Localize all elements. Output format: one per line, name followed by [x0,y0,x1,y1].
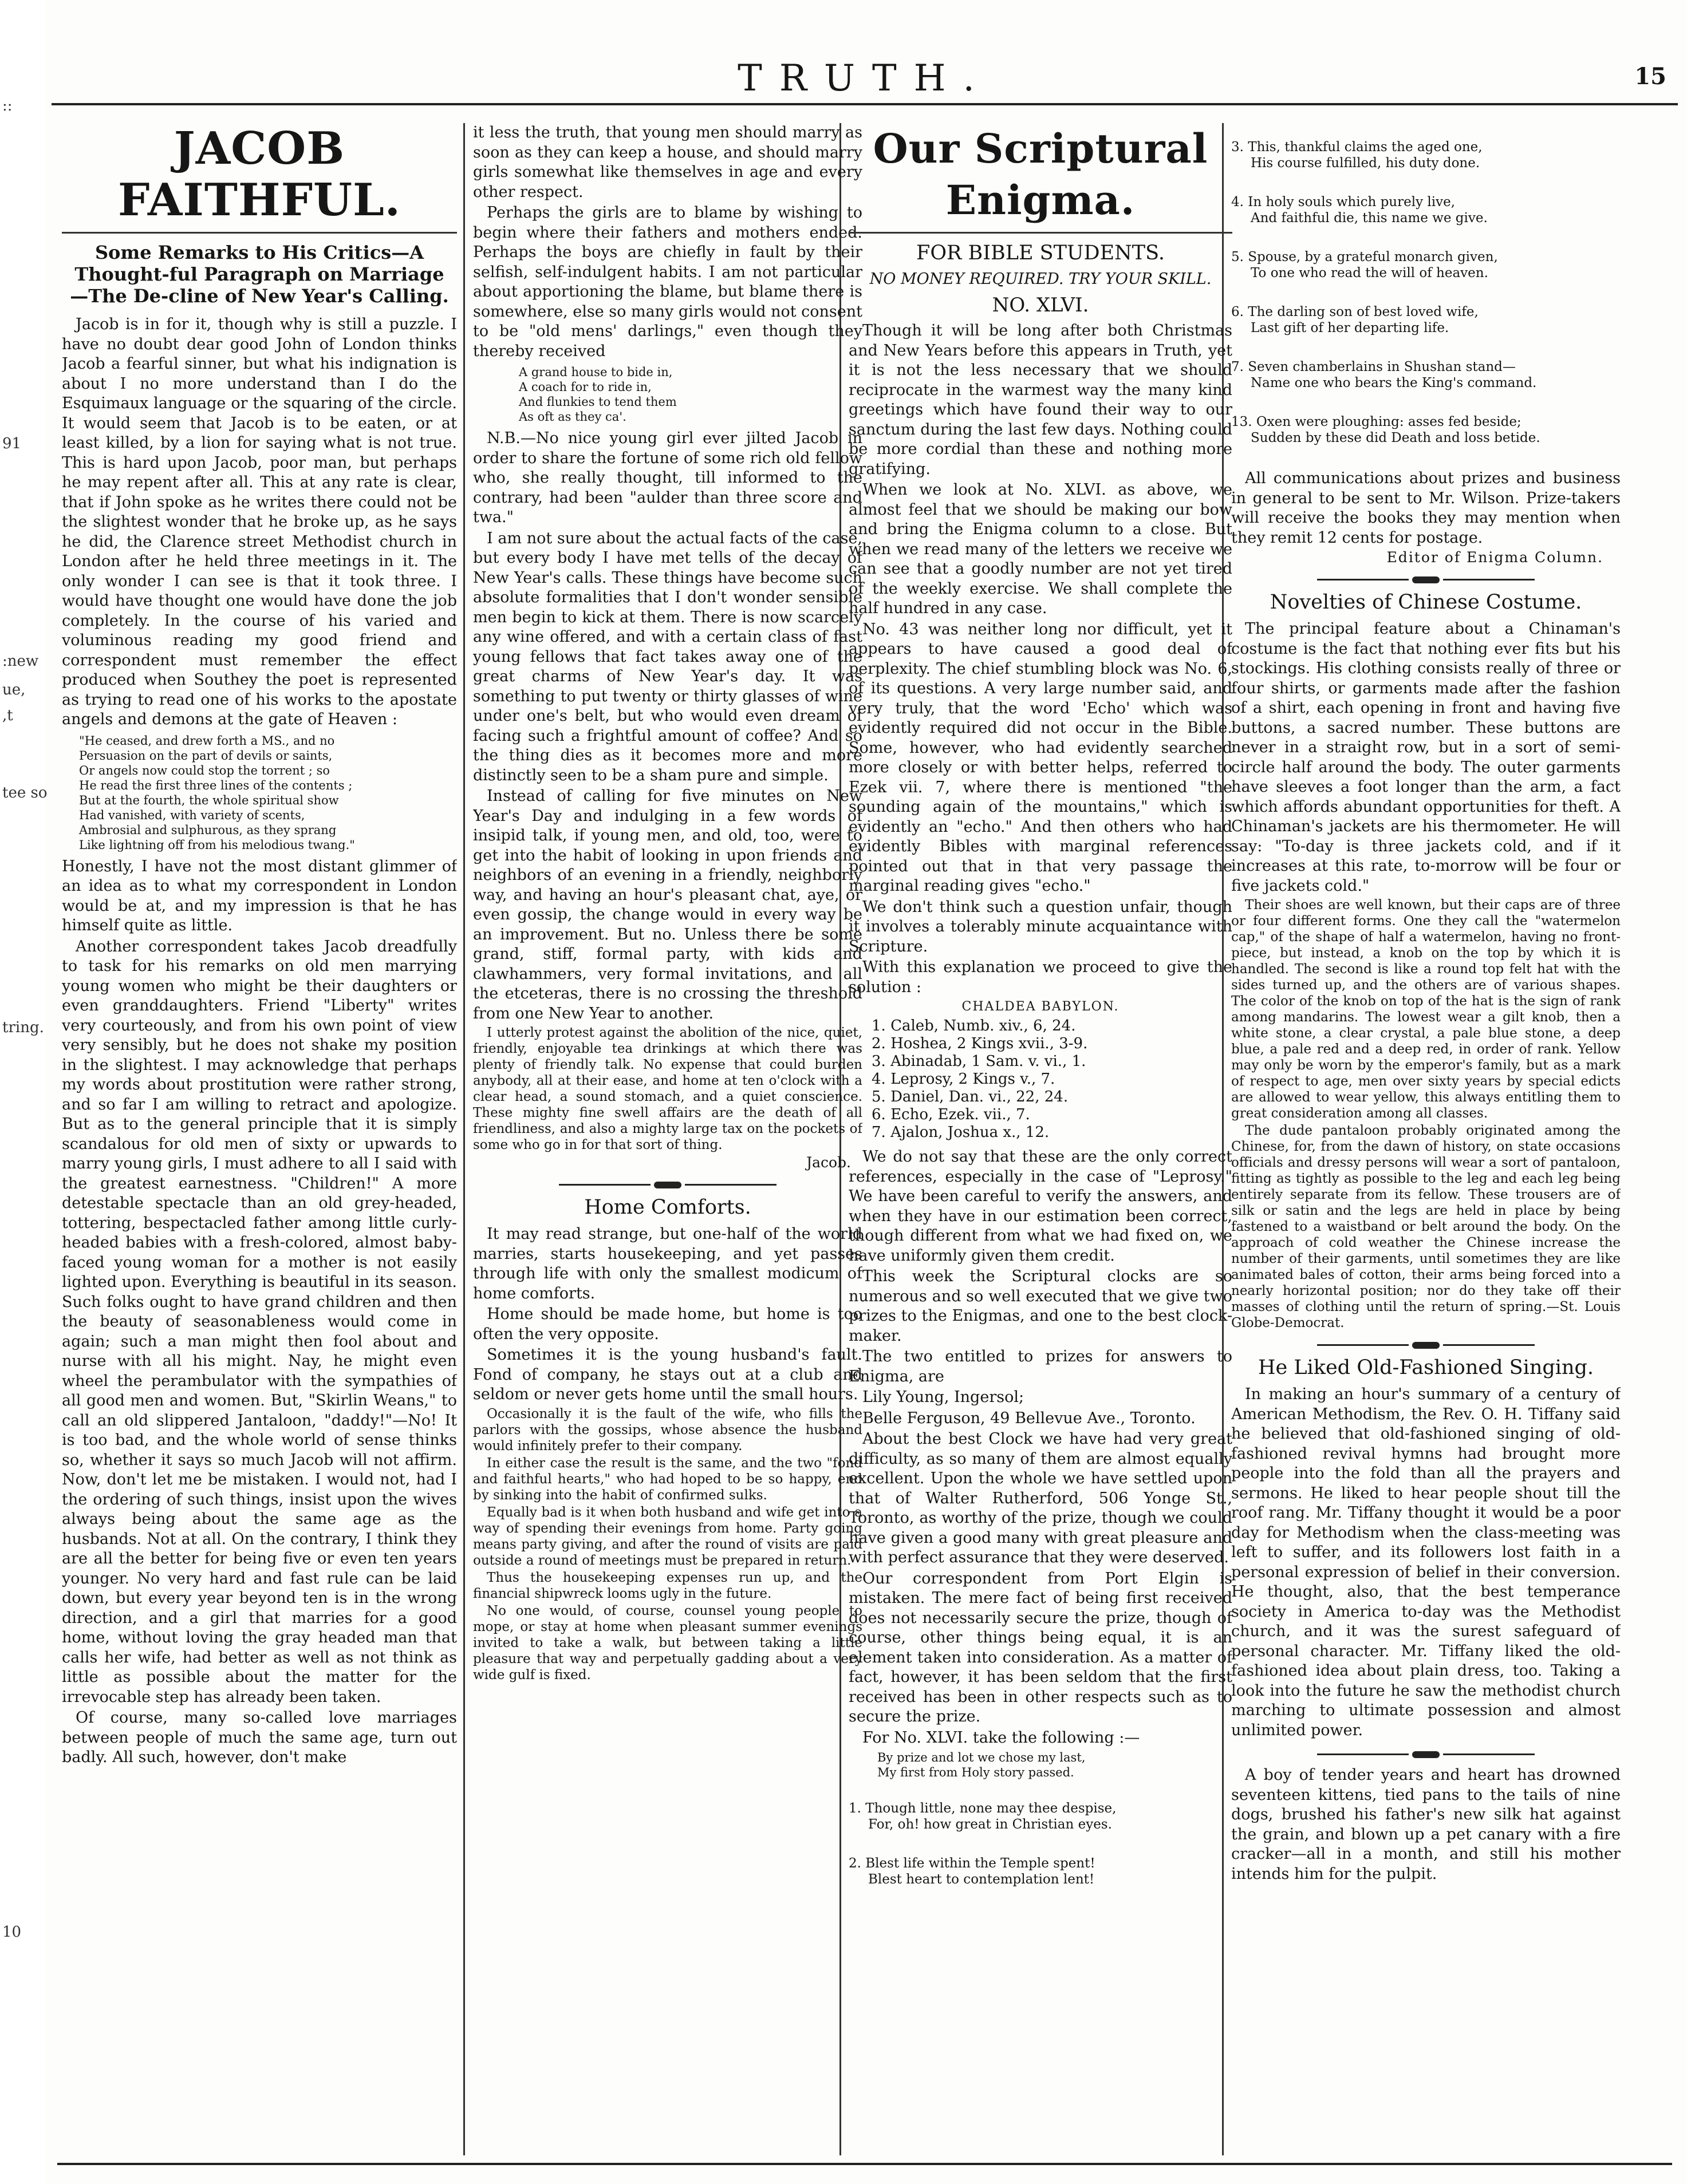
paragraph: We do not say that these are the only correct references, especially in the case of "Leprosy." We have been careful to verify the answers, and when they have in our estimation been correct, though different from what we had fixed on, we have uniformly given them credit. [849,1148,1232,1265]
enigma-clue: 2. Blest life within the Temple spent! Blest heart to contemplation lent! [849,1856,1095,1887]
margin-fragment: ue, [2,681,26,698]
enigma-clues [849,1784,1232,1910]
tagline: NO MONEY REQUIRED. TRY YOUR SKILL. [869,270,1212,288]
section-subheading: FOR BIBLE STUDENTS. [916,242,1165,264]
paragraph: Occasionally it is the fault of the wife, who fills the parlors with the gossips, whose absence the husband would infinitely prefer to their company. [473,1406,862,1454]
solution-list [849,1017,1232,1142]
paragraph: N.B.—No nice young girl ever jilted Jacob in order to share the fortune of some rich old fellow who, she really thought, till informed to the contrary, had been "aulder than three score and twa." [473,429,862,526]
section-divider [1231,574,1621,585]
paragraph: About the best Clock we have had very great difficulty, as so many of them are almost equally excellent. Upon the whole we have settled upon that of Walter Rutherford, 506 Yonge St., Toronto, as worthy of the prize, though we could have given a good many with great pleasure and with perfect assurance that they were deserved. [849,1430,1232,1566]
paragraph: The two entitled to prizes for answers to Enigma, are [849,1348,1232,1385]
section-divider [473,1179,862,1190]
column-scriptural-enigma [849,123,1232,2153]
paragraph: Instead of calling for five minutes on New Year's Day and indulging in a few words of insipid talk, if young men, and old, too, were to get into the habit of looking in upon friends and neighbors of an evening in a friendly, neighborly way, and having an hour's pleasant chat, aye, or even gossip, the change would in every way be an improvement. But no. Unless there be some grand, stiff, formal party, with kids and clawhammers, very formal invitations, and all the etceteras, there is no crossing the threshold from one New Year to another. [473,787,862,1022]
article-deck: Some Remarks to His Critics—A Thought-ful Paragraph on Marriage—The De-cline of New Year's Calling. [70,242,449,307]
quoted-verse: A grand house to bide in, A coach for to ride in, And flunkies to tend them As oft as they ca'. [519,365,677,424]
paragraph: With this explanation we proceed to give the solution : [849,958,1232,996]
enigma-clue: 13. Oxen were ploughing: asses fed beside; Sudden by these did Death and loss betide. [1231,414,1540,445]
bottom-rule [57,2163,1672,2165]
solution-heading: CHALDEA BABYLON. [961,1000,1120,1014]
paragraph: The principal feature about a Chinaman's costume is the fact that nothing ever fits but his stockings. His clothing consists really of three or four shirts, or garments made after the fashion of a shirt, each opening in front and having five buttons, a sacred number. These buttons are never in a straight row, but in a sort of semi-circle half around the body. The outer garments have sleeves a foot longer than the arm, a fact which affords abundant opportunities for theft. A Chinaman's jackets are his thermometer. He will say: "To-day is three jackets cold, and if it increases at this rate, to-morrow will be four or five jackets cold." [1231,620,1621,895]
solution-item: 5. Daniel, Dan. vi., 22, 24. [872,1088,1069,1105]
paragraph: Another correspondent takes Jacob dreadfully to task for his remarks on old men marrying young women who might be their daughters or even granddaughters. Friend "Liberty" writes very courteously, and from his own point of view very sensibly, but he does not shake my position in the slightest. I may acknowledge that perhaps my words about prostitution were rather strong, and so far I am willing to retract and apologize. But as to the general principle that it is simply scandalous for old men of sixty or upwards to marry young girls, I must adhere to all I said with the greatest earnestness. "Children!" A more detestable spectacle than an old grey-headed, tottering, bespectacled father among little curly-headed babies with a fresh-colored, almost baby-faced young woman for a mother is not easily lighted upon. Everything is beautiful in its season. Such folks ought to have grand children and then the beauty of seasonableness would come in again; such a man might then fool about and nurse with all his might. Nay, he might even wheel the perambulator with the sympathies of all good men and women. But, "Skirlin Weans," to call an old slippered Jantaloon, "daddy!"—No! It is too bad, and the whole world of sense thinks so, whether it says so much Jacob will not affirm. Now, don't let me be mistaken. I would not, had I the ordering of such things, insist upon the wives always being about the same age as the husbands. Not at all. On the contrary, I think they are all the better for being five or even ten years younger. No very hard and fast rule can be laid down, but every year beyond ten is in the wrong direction, and a girl that marries for a good home, without loving the gray headed man that calls her wife, had better as well as not think as little as possible about the matter for the irrevocable step has already been taken. [62,937,457,1706]
paragraph: Perhaps the girls are to blame by wishing to begin where their fathers and mothers ended. Perhaps the boys are chiefly in fault by their selfish, self-indulgent habits. I am not particular about apportioning the blame, but blame there is somewhere, else so many girls would not consent to be "old mens' darlings," even though they thereby received [473,204,862,360]
paragraph: Home should be made home, but home is too often the very opposite. [473,1305,862,1343]
paragraph: Our correspondent from Port Elgin is mistaken. The mere fact of being first received does not necessarily secure the prize, though of course, other things being equal, it is an element taken into consideration. As a matter of fact, however, it has been seldom that the first received has been in other respects such as to secure the prize. [849,1569,1232,1725]
paragraph: No one would, of course, counsel young people to mope, or stay at home when pleasant summer evenings invited to take a walk, but between taking a little pleasure that way and perpetually gadding about a very wide gulf is fixed. [473,1603,862,1683]
margin-fragment: tee so [2,784,48,801]
paragraph: All communications about prizes and business in general to be sent to Mr. Wilson. Prize-takers will receive the books they may mention when they remit 12 cents for postage. [1231,469,1621,547]
editor-signature: Editor of Enigma Column. [1386,549,1603,566]
paragraph: This week the Scriptural clocks are so numerous and so well executed that we give two prizes to the Enigmas, and one to the best clock-maker. [849,1267,1232,1345]
enigma-number: NO. XLVI. [992,294,1089,317]
enigma-clue: 5. Spouse, by a grateful monarch given, To one who read the will of heaven. [1231,250,1498,281]
article-headline: JACOB FAITHFUL. [62,123,457,234]
paragraph: it less the truth, that young men should marry as soon as they can keep a house, and should marry girls somewhat like themselves in age and every other respect. [473,124,862,201]
paragraph: For No. XLVI. take the following :— [862,1728,1140,1747]
section-heading: Home Comforts. [584,1196,751,1219]
paragraph: Equally bad is it when both husband and wife get into a way of spending their evenings from home. Party going means party giving, and after the round of visits are paid outside a round of meetings must be prepared in return. [473,1504,862,1568]
paragraph: We don't think such a question unfair, though it involves a tolerably minute acquaintance with Scripture. [849,898,1232,955]
enigma-verse: By prize and lot we chose my last, My first from Holy story passed. [877,1751,1086,1779]
author-signature: Jacob. [806,1154,851,1171]
margin-fragment: tring. [2,1019,44,1036]
column-four [1231,123,1621,2153]
enigma-clue: 7. Seven chamberlains in Shushan stand— Name one who bears the King's command. [1231,360,1537,390]
article-headline: Our Scriptural Enigma. [849,123,1232,234]
paragraph: No. 43 was neither long nor difficult, yet it appears to have caused a good deal of perplexity. The chief stumbling block was No. 6, of its questions. A very large number said, and very truly, that the word 'Echo' which was evidently required did not occur in the Bible. Some, however, who had evidently searched more closely or with better helps, referred to Ezek vii. 7, where there is mentioned "the sounding again of the mountains," which is evidently an "echo." And then others who had evidently Bibles with marginal references pointed out that in that very passage the marginal reading gives "echo." [849,620,1232,895]
page-number: 15 [1634,63,1666,90]
winner-entry: Lily Young, Ingersol; [862,1388,1024,1406]
binding-margin [0,0,46,2184]
solution-item: 1. Caleb, Numb. xiv., 6, 24. [872,1017,1076,1034]
paragraph: The dude pantaloon probably originated among the Chinese, for, from the dawn of history, on state occasions officials and dressy persons will wear a sort of pantaloon, fitting as tightly as possible to the leg and each leg being entirely separate from its fellow. These trousers are of silk or satin and the legs are held in place by being fastened to a waistband or belt around the body. On the approach of cold weather the Chinese increase the number of their garments, until sometimes they are like animated bales of cotton, their arms being forced into a nearly horizontal position; nor do they take off their masses of clothing until the return of spring.—St. Louis Globe-Democrat. [1231,1123,1621,1330]
masthead [52,57,1678,105]
enigma-clue: 3. This, thankful claims the aged one, His course fulfilled, his duty done. [1231,140,1483,171]
column-rule [463,123,465,2155]
paragraph: In either case the result is the same, and the two "fond and faithful hearts," who had hoped to be so happy, end by sinking into the habit of confirmed sulks. [473,1455,862,1503]
paragraph: I am not sure about the actual facts of the case, but every body I have met tells of the decay of New Year's calls. These things have become such absolute formalities that I don't wonder sensible men begin to kick at them. There is now scarcely any wine offered, and with a certain class of fast young fellows that fact takes away one of the great charms of New Year's day. It was something to put twenty or thirty glasses of wine under one's belt, but who would even dream of facing such a frightful amount of coffee? And so the thing dies as it becomes more and more distinctly seen to be a sham pure and simple. [473,529,862,784]
quoted-verse: "He ceased, and drew forth a MS., and no Persuasion on the part of devils or saints, Or angels now could stop the torrent ; so He read the first three lines of the contents ; But at the fourth, the whole spiritual show Had vanished, with variety of scents, Ambrosial and sulphurous, as they sprang Like lightning off from his melodious twang." [79,733,355,852]
margin-fragment: 10 [2,1924,22,1941]
solution-item: 4. Leprosy, 2 Kings v., 7. [872,1071,1055,1088]
section-divider [1231,1339,1621,1350]
margin-fragment: ,t [2,707,13,724]
margin-fragment: :: [2,97,13,114]
solution-item: 2. Hoshea, 2 Kings xvii., 3-9. [872,1035,1088,1052]
margin-fragment: 91 [2,435,22,452]
column-two [473,123,862,2153]
paragraph: Though it will be long after both Christmas and New Years before this appears in Truth, yet it is not the less necessary that we should reciprocate in the warmest way the many kind greetings which have found their way to our sanctum during the last few days. Nothing could be more cordial than these and nothing more gratifying. [849,322,1232,478]
enigma-clue: 6. The darling son of best loved wife, Last gift of her departing life. [1231,305,1479,335]
paragraph: A boy of tender years and heart has drowned seventeen kittens, tied pans to the tails of nine dogs, brushed his father's new silk hat against the grain, and blown up a pet canary with a fire cracker—all in a month, and still his mother intends him for the pulpit. [1231,1766,1621,1883]
winner-entry: Belle Ferguson, 49 Bellevue Ave., Toronto. [862,1409,1196,1427]
paragraph: Their shoes are well known, but their caps are of three or four different forms. One they call the "watermelon cap," of the shape of half a watermelon, having no front-piece, but instead, a knob on the top by which it is handled. The second is like a round top felt hat with the sides turned up, and the others are of various shapes. The color of the knob on top of the hat is the sign of rank among mandarins. The lowest wear a gilt knob, then a white stone, a clear crystal, a pale blue stone, a deep blue, a pale red and a deep red, in order of rank. Yellow may only be worn by the emperor's family, but as a mark of respect to age, men over sixty years by special edicts are allowed to wear yellow, this always entitling them to great consideration among all classes. [1231,898,1621,1121]
section-divider [1231,1748,1621,1760]
newspaper-title: TRUTH. [738,57,992,100]
column-jacob-faithful [62,123,457,2153]
paragraph: Sometimes it is the young husband's fault. Fond of company, he stays out at a club and seldom or never gets home until the small hours. [473,1346,862,1403]
paragraph: Jacob is in for it, though why is still a puzzle. I have no doubt dear good John of London thinks Jacob a fearful sinner, but what his indignation is about I no more understand than I do the Esquimaux language or the squaring of the circle. It would seem that Jacob is to be eaten, or at least killed, by a lion for saying what is not true. This is hard upon Jacob, poor man, but perhaps he may repent after all. This at any rate is clear, that if John spoke as he writes there could not be the slightest wonder that he broke up, as he says he did, the Clarence street Methodist church in London after he held three meetings in it. The only wonder I can see is that it took three. I would have thought one would have done the job completely. In the course of his varied and voluminous reading my good friend and correspondent must remember the effect produced when Southey the poet is represented as trying to read one of his works to the apostate angels and demons at the gate of Heaven : [62,315,457,728]
paragraph: I utterly protest against the abolition of the nice, quiet, friendly, enjoyable tea drinkings at which there was plenty of friendly talk. No expense that could burden anybody, all at their ease, and home at ten o'clock with a clear head, a sound stomach, and a quiet conscience. These mighty fine swell affairs are the death of all friendliness, and also a mighty large tax on the pockets of some who go in for that sort of thing. [473,1025,862,1152]
paragraph: Of course, many so-called love marriages between people of much the same age, turn out badly. All such, however, don't make [62,1709,457,1766]
paragraph: In making an hour's summary of a century of American Methodism, the Rev. O. H. Tiffany said he believed that old-fashioned singing of old-fashioned revival hymns had brought more people into the fold than all the prayers and sermons. He liked to hear people shout till the roof rang. Mr. Tiffany thought it would be a poor day for Methodism when the class-meeting was left to suffer, and its followers lost faith in a personal expression of belief in their conversion. He thought, also, that the best temperance society in America to-day was the Methodist church, and it was the surest safeguard of personal character. Mr. Tiffany liked the old-fashioned idea about plain dress, too. Taking a look into the future he saw the methodist church marching to ultimate possession and almost unlimited power. [1231,1385,1621,1739]
section-heading: Novelties of Chinese Costume. [1270,591,1582,614]
enigma-clue: 1. Though little, none may thee despise, For, oh! how great in Christian eyes. [849,1801,1117,1832]
paragraph: It may read strange, but one-half of the world marries, starts housekeeping, and yet passes through life with only the smallest modicum of home comforts. [473,1225,862,1302]
section-heading: He Liked Old-Fashioned Singing. [1258,1356,1594,1379]
paragraph: When we look at No. XLVI. as above, we almost feel that we should be making our bow and bring the Enigma column to a close. But when we read many of the letters we receive we can see that a goodly number are not yet tired of the weekly exercise. We shall complete the half hundred in any case. [849,481,1232,617]
solution-item: 6. Echo, Ezek. vii., 7. [872,1106,1030,1123]
solution-item: 7. Ajalon, Joshua x., 12. [872,1124,1050,1141]
paragraph: Honestly, I have not the most distant glimmer of an idea as to what my correspondent in London would be at, and my impression is that he has himself quite as little. [62,857,457,934]
enigma-clues [1231,123,1621,469]
enigma-clue: 4. In holy souls which purely live, And faithful die, this name we give. [1231,195,1488,226]
paragraph: Thus the housekeeping expenses run up, and the financial shipwreck looms ugly in the future. [473,1570,862,1601]
margin-fragment: :new [2,653,39,670]
solution-item: 3. Abinadab, 1 Sam. v. vi., 1. [872,1053,1086,1070]
